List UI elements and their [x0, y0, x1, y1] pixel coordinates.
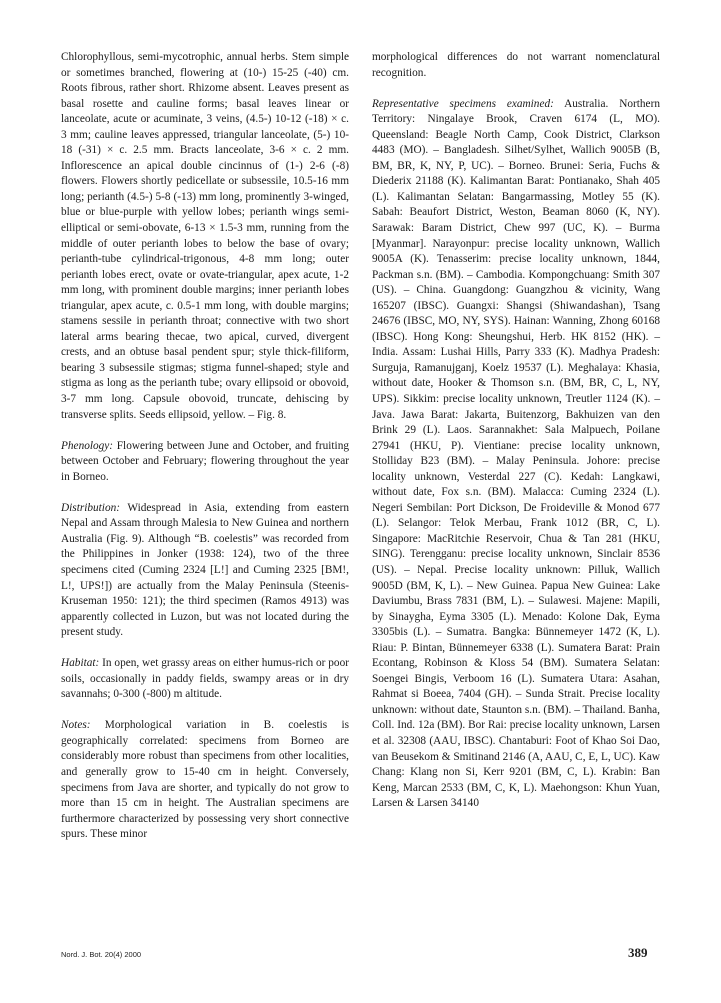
- specimens-text: Australia. Northern Territory: Ningalaye Brook, Craven 6174 (L, MO). Queensland: Beagle North Camp, Cook District, Clarkson 4483 (MO). – Bangladesh. Silhet/Sylhet, Wallich 9005B (B, BM, BR, K, NY, P, UC). – Borneo. Brunei: Seria, Fuchs & Diederix 21188 (K). Kalimantan Barat: Pontianako, Shah 405 (L). Kalimantan Selatan: Bangarmassing, Motley 55 (K). Sabah: Beaufort District, Weston, Beaman 8060 (K, NY). Sarawak: Baram District, Chew 997 (UC, K). – Burma [Myanmar]. Narayonpur: precise locality unknown, Wallich 9005A (K). Tenasserim: precise locality unknown, 1844, Packman s.n. (BM). – Cambodia. Kompongchuang: Smith 307 (US). – China. Guangdong: Guangzhou & vicinity, Wang 165207 (IBSC). Guangxi: Shangsi (Shiwandashan), Tsang 24676 (IBSC, MO, NY, SYS). Hainan: Wanning, Zhong 60168 (IBSC). Hong Kong: Sheungshui, Herb. HK 8152 (HK). – India. Assam: Lushai Hills, Parry 333 (K). Madhya Pradesh: Surguja, Ramanujganj, Koelz 19537 (L). Meghalaya: Khasia, without date, Hooker & Thomson s.n. (BM, BR, C, L, NY, UPS). Sikkim: precise locality unknown, Treutler 1124 (K). – Java. Jawa Barat: Jakarta, Buitenzorg, Bakhuizen van den Brink 29 (L). Laos. Sarannakhet: Sala Malpuech, Poilane 27941 (HKU, P). Vientiane: precise locality unknown, Stolliday B23 (BM). – Malay Peninsula. Johore: precise locality unknown, Vesterdal 227 (C). Kedah: Langkawi, without date, Fox s.n. (BM). Malacca: Cuming 2324 (L). Negeri Sembilan: Port Dickson, De Froideville & Monod 677 (L). Selangor: Telok Merbau, Frank 1012 (BR, C, L). Singapore: MacRitchie Reservoir, Chua & Tan 281 (HKU, SING). Terengganu: precise locality unknown, Sinclair 8536 (US). – Nepal. Precise locality unknown: Pilluk, Wallich 9005D (BM, K, L). – New Guinea. Papua New Guinea: Lake Daviumbu, Brass 7831 (BM, L). – Sulawesi. Majene: Mapili, by Sinaygha, Eyma 3305 (L). Menado: Kolone Dak, Eyma 3305bis (L). – Sumatra. Bangka: Bünnemeyer 1472 (K, L). Riau: P. Bintan, Bünnemeyer 6338 (L). Sumatera Barat: Prain Econtang, Robinson & Kloss 54 (BM). Sumatera Selatan: Soengei Bingis, Verboom 16 (L). Sumatera Utara: Asahan, Rahmat si Boeea, 7404 (GH). – Sunda Strait. Precise locality unknown: without date, Staunton s.n. (BM). – Thailand. Banha, Coll. Ind. 12a (BM). Bor Rai: precise locality unknown, Larsen et al. 32308 (AAU, IBSC). Chantaburi: Foot of Khao Soi Dao, van Beusekom & Smitinand 2146 (A, AAU, C, E, L, UC). Kaw Chang: Klang non Si, Kerr 9201 (BM, C, L). Krabin: Ban Keng, Marcan 2533 (BM, C, K, L). Maehongson: Khun Yuan, Larsen & Larsen 34140: [372, 97, 660, 810]
- right-column: [372, 50, 660, 812]
- notes-paragraph: [61, 718, 349, 842]
- specimens-paragraph: [372, 97, 660, 812]
- notes-heading: Notes:: [61, 719, 91, 732]
- phenology-text: Flowering between June and October, and fruiting between October and February; flowering throughout the year in Borneo.: [61, 439, 349, 483]
- journal-citation: Nord. J. Bot. 20(4) 2000: [61, 950, 142, 959]
- habitat-text: In open, wet grassy areas on either humus-rich or poor soils, occasionally in paddy fields, swampy areas or in dry savannahs; 0-300 (-800) m altitude.: [61, 657, 349, 701]
- habitat-paragraph: [61, 656, 349, 703]
- distribution-text: Widespread in Asia, extending from eastern Nepal and Assam through Malesia to New Guinea and northern Australia (Fig. 9). Although “B. coelestis” was recorded from the Philippines in Jonker (1938: 124), two of the three specimens cited (Cuming 2324 [L!] and Cuming 2325 [BM!, L!, UPS!]) are actually from the Malay Peninsula (Steenis-Kruseman 1950: 121); the third specimen (Ramos 4913) was apparently collected in Luzon, but was not located during the present study.: [61, 501, 349, 639]
- distribution-heading: Distribution:: [61, 501, 120, 514]
- notes-text: Morphological variation in B. coelestis is geographically correlated: specimens from Borneo are considerably more robust than specimens from other localities, and generally grow to 15-40 cm in height. Conversely, specimens from Java are shorter, and typically do not grow to more than 15 cm in height. The Australian specimens are furthermore characterized by possessing very short connective spurs. These minor: [61, 719, 349, 841]
- phenology-heading: Phenology:: [61, 439, 114, 452]
- specimens-heading: Representative specimens examined:: [372, 97, 554, 110]
- species-description: Chlorophyllous, semi-mycotrophic, annual herbs. Stem simple or sometimes branched, flowering at (10-) 15-25 (-40) cm. Roots fibrous, rather short. Rhizome absent. Leaves present as basal rosette and cauline forms; basal leaves linear or lanceolate, acute or acuminate, 3 veins, (4.5-) 10-12 (-18) × c. 3 mm; cauline leaves appressed, triangular lanceolate, (5-) 10-18 (-31) × c. 2.5 mm. Bracts lanceolate, 3-6 × c. 2 mm. Inflorescence an apical double cincinnus of (1-) 2-6 (-8) flowers. Flowers shortly pedicellate or subsessile, 10.5-16 mm long; perianth (4.5-) 5-8 (-13) mm long, prominently 3-winged, blue or blue-purple with yellow lobes; perianth wings semi-elliptical or semi-obovate, 6-13 × 1.5-3 mm, running from the middle of outer perianth lobes to below the base of ovary; perianth-tube cylindrical-trigonous, 4-8 mm long; outer perianth lobes erect, ovate or ovate-triangular, apex acute, 1-2 mm long, with prominent double margins; inner perianth lobes triangular, apex acute, c. 0.5-1 mm long, with double margins; stamens sessile in perianth throat; connective with two short lateral arms bearing thecae, two apical, curved, divergent crests, and an obtuse basal pendent spur; style thick-filiform, bearing 3 subsessile stigmas; stigma funnel-shaped; style and stigma as long as the perianth tube; ovary ellipsoid or obovoid, 3-7 mm long. Capsule obovoid, truncate, dehiscing by transverse splits. Seeds ellipsoid, yellow. – Fig. 8.: [61, 51, 349, 421]
- habitat-heading: Habitat:: [61, 657, 100, 670]
- distribution-paragraph: [61, 501, 349, 641]
- left-column: [61, 50, 349, 843]
- notes-continuation: morphological differences do not warrant nomenclatural recognition.: [372, 51, 660, 79]
- page-number: 389: [628, 945, 648, 960]
- phenology-paragraph: [61, 439, 349, 486]
